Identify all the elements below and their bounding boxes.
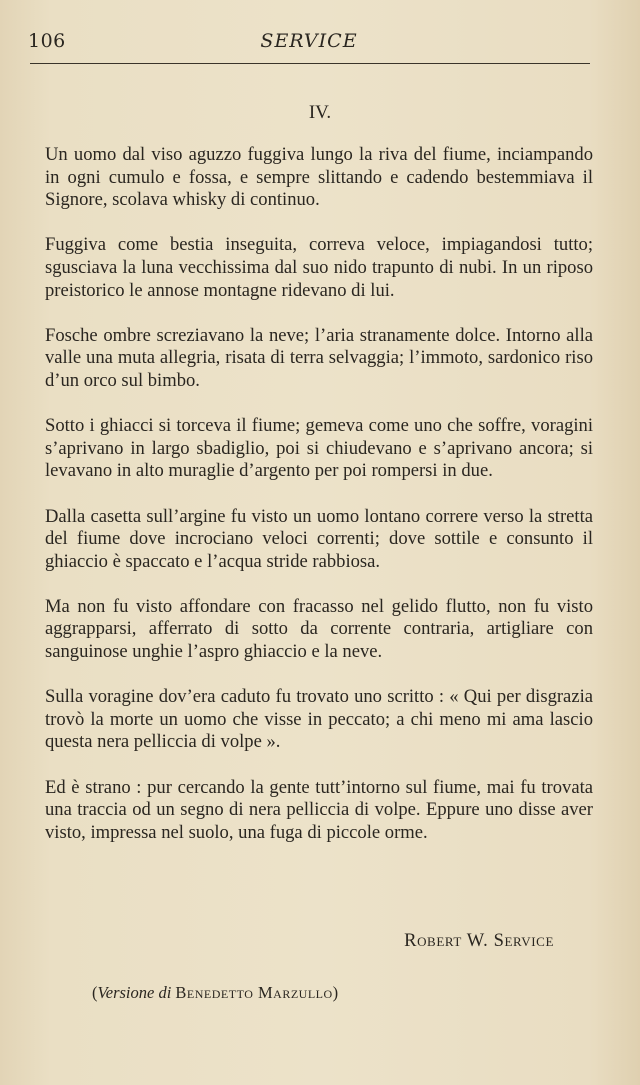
paragraph: Ed è strano : pur cercando la gente tutt’intorno sul fiume, mai fu trovata una traccia od un segno di nera pelliccia di volpe. Eppure uno disse aver visto, impressa nel suolo, una fuga di piccole orme. bbox=[45, 776, 593, 843]
credit-close-paren: ) bbox=[332, 983, 339, 1002]
running-title: SERVICE bbox=[260, 30, 358, 52]
paragraph: Sotto i ghiacci si torceva il fiume; gemeva come uno che soffre, voragini s’aprivano in largo sbadiglio, poi si chiudevano e s’aprivano ancora; si levavano in alto muraglie d’argento per poi rompersi in due. bbox=[45, 415, 593, 482]
paragraph: Fosche ombre screziavano la neve; l’aria stranamente dolce. Intorno alla valle una muta allegria, risata di terra selvaggia; l’immoto, sardonico riso d’un orco sul bimbo. bbox=[45, 324, 593, 391]
translator-name: Benedetto Marzullo bbox=[175, 983, 333, 1002]
paragraph: Sulla voragine dov’era caduto fu trovato uno scritto : « Qui per disgrazia trovò la morte un uomo che visse in peccato; a chi meno mi ama lascio questa nera pelliccia di volpe ». bbox=[45, 686, 593, 753]
translation-credit bbox=[92, 983, 338, 1003]
paragraph: Fuggiva come bestia inseguita, correva veloce, impiagandosi tutto; sgusciava la luna vecchissima dal suo nido trapunto di nubi. In un riposo preistorico le annose montagne ridevano di lui. bbox=[45, 234, 593, 301]
page-number: 106 bbox=[28, 30, 66, 52]
paragraph: Un uomo dal viso aguzzo fuggiva lungo la riva del fiume, inciampando in ogni cumulo e fossa, e sempre slittando e cadendo bestemmiava il Signore, scolava whisky di continuo. bbox=[45, 144, 593, 211]
header-rule bbox=[30, 63, 590, 64]
poem-body bbox=[45, 144, 593, 867]
page-header bbox=[26, 30, 592, 54]
author-signature: Robert W. Service bbox=[404, 931, 554, 951]
section-number: IV. bbox=[308, 102, 332, 123]
credit-open-paren: ( bbox=[92, 983, 98, 1002]
credit-label: Versione di bbox=[97, 983, 172, 1002]
paragraph: Dalla casetta sull’argine fu visto un uomo lontano correre verso la stretta del fiume dove incrociano veloci correnti; dove sottile e consunto il ghiaccio è spaccato e l’acqua stride rabbiosa. bbox=[45, 505, 593, 572]
paragraph: Ma non fu visto affondare con fracasso nel gelido flutto, non fu visto aggrapparsi, afferrato di sotto da corrente contraria, artigliare con sanguinose unghie l’aspro ghiaccio e la neve. bbox=[45, 595, 593, 663]
